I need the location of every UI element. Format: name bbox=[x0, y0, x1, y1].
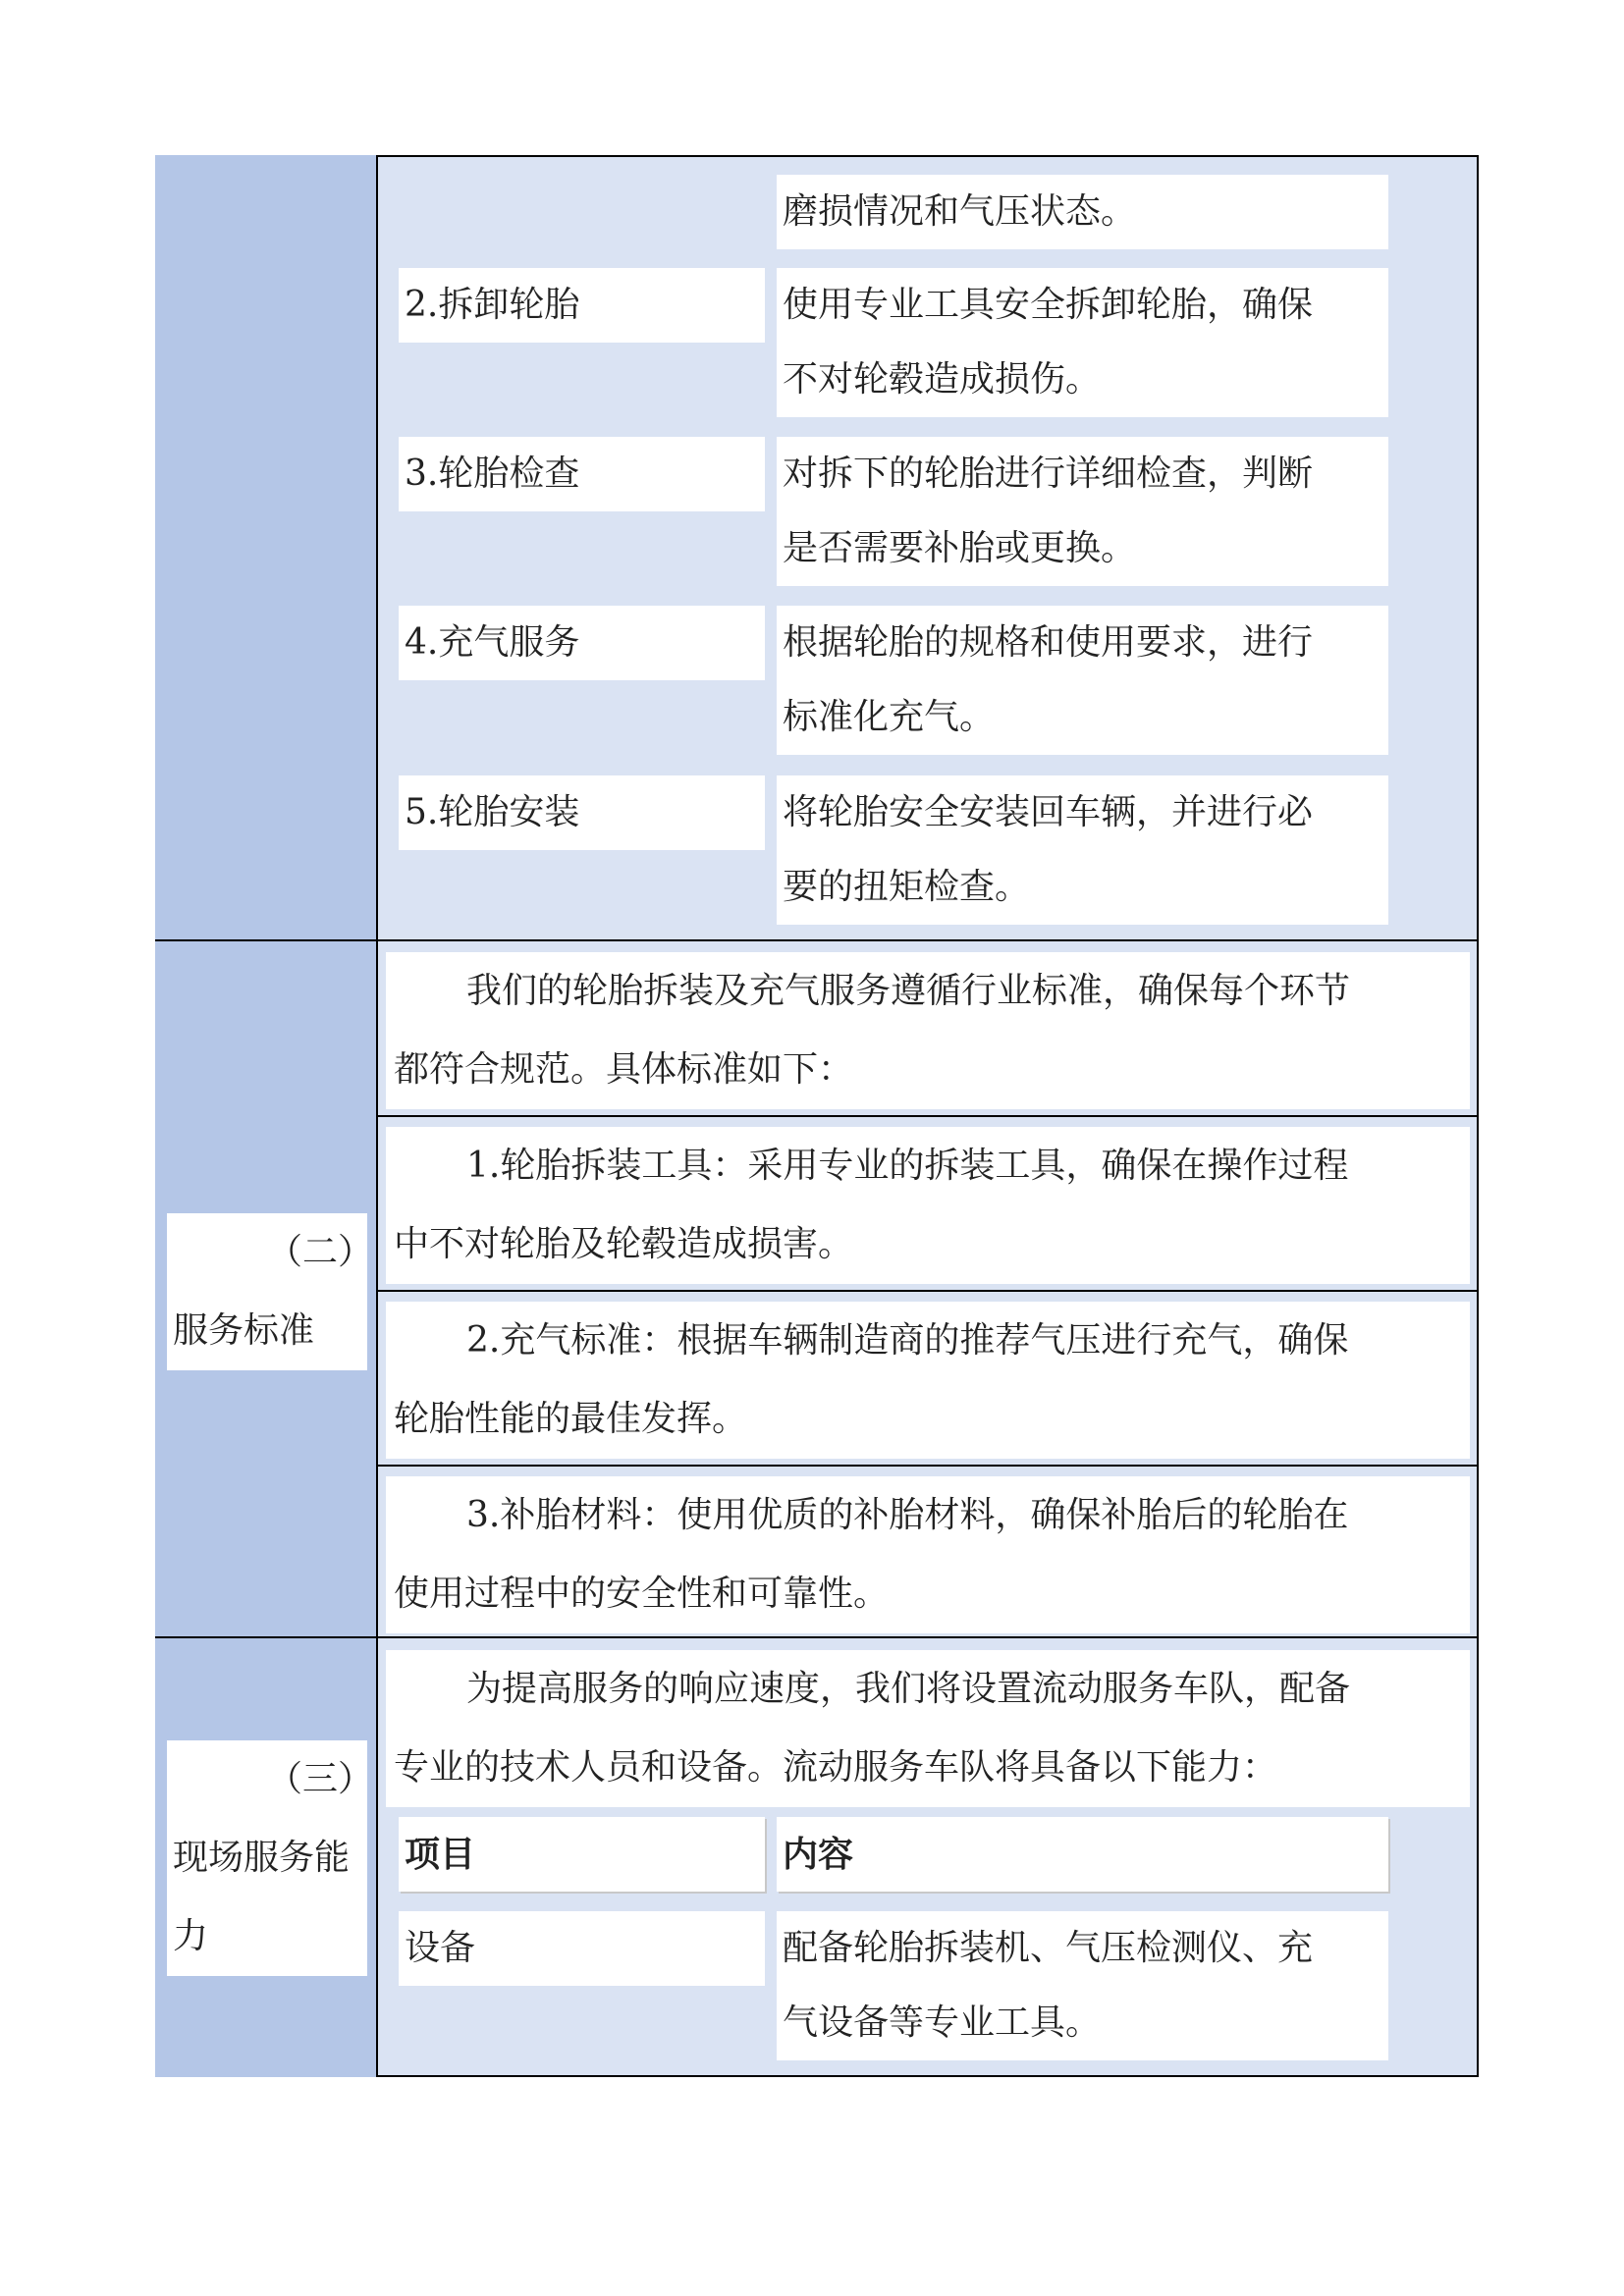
standards-paragraph: 2.充气标准：根据车辆制造商的推荐气压进行充气，确保 轮胎性能的最佳发挥。 bbox=[386, 1302, 1470, 1459]
step-title: 4.充气服务 bbox=[399, 606, 765, 680]
step-desc: 根据轮胎的规格和使用要求，进行 标准化充气。 bbox=[777, 606, 1388, 755]
table-header-content: 内容 bbox=[777, 1817, 1388, 1892]
table-row-item: 设备 bbox=[399, 1911, 765, 1986]
row-divider bbox=[155, 1636, 1479, 1638]
standards-paragraph: 我们的轮胎拆装及充气服务遵循行业标准，确保每个环节 都符合规范。具体标准如下： bbox=[386, 952, 1470, 1109]
step-title: 3.轮胎检查 bbox=[399, 437, 765, 511]
step-desc: 将轮胎安全安装回车辆，并进行必 要的扭矩检查。 bbox=[777, 775, 1388, 925]
standards-paragraph: 3.补胎材料：使用优质的补胎材料，确保补胎后的轮胎在 使用过程中的安全性和可靠性。 bbox=[386, 1476, 1470, 1633]
step-desc: 使用专业工具安全拆卸轮胎，确保 不对轮毂造成损伤。 bbox=[777, 268, 1388, 417]
step-desc: 对拆下的轮胎进行详细检查，判断 是否需要补胎或更换。 bbox=[777, 437, 1388, 586]
row-divider bbox=[155, 939, 1479, 941]
table-row-content: 配备轮胎拆装机、气压检测仪、充 气设备等专业工具。 bbox=[777, 1911, 1388, 2060]
paragraph-divider bbox=[378, 1290, 1479, 1292]
capability-intro: 为提高服务的响应速度，我们将设置流动服务车队，配备 专业的技术人员和设备。流动服务车队将具备以下能力： bbox=[386, 1650, 1470, 1807]
paragraph-divider bbox=[378, 1465, 1479, 1467]
step-title: 2.拆卸轮胎 bbox=[399, 268, 765, 343]
step-desc: 磨损情况和气压状态。 bbox=[777, 175, 1388, 249]
paragraph-divider bbox=[378, 1115, 1479, 1117]
step-title: 5.轮胎安装 bbox=[399, 775, 765, 850]
section-label-service-standards: （二） 服务标准 bbox=[167, 1213, 367, 1370]
table-header-item: 项目 bbox=[399, 1817, 765, 1892]
section-label-onsite-capability: （三） 现场服务能 力 bbox=[167, 1740, 367, 1976]
standards-paragraph: 1.轮胎拆装工具：采用专业的拆装工具，确保在操作过程 中不对轮胎及轮毂造成损害。 bbox=[386, 1127, 1470, 1284]
